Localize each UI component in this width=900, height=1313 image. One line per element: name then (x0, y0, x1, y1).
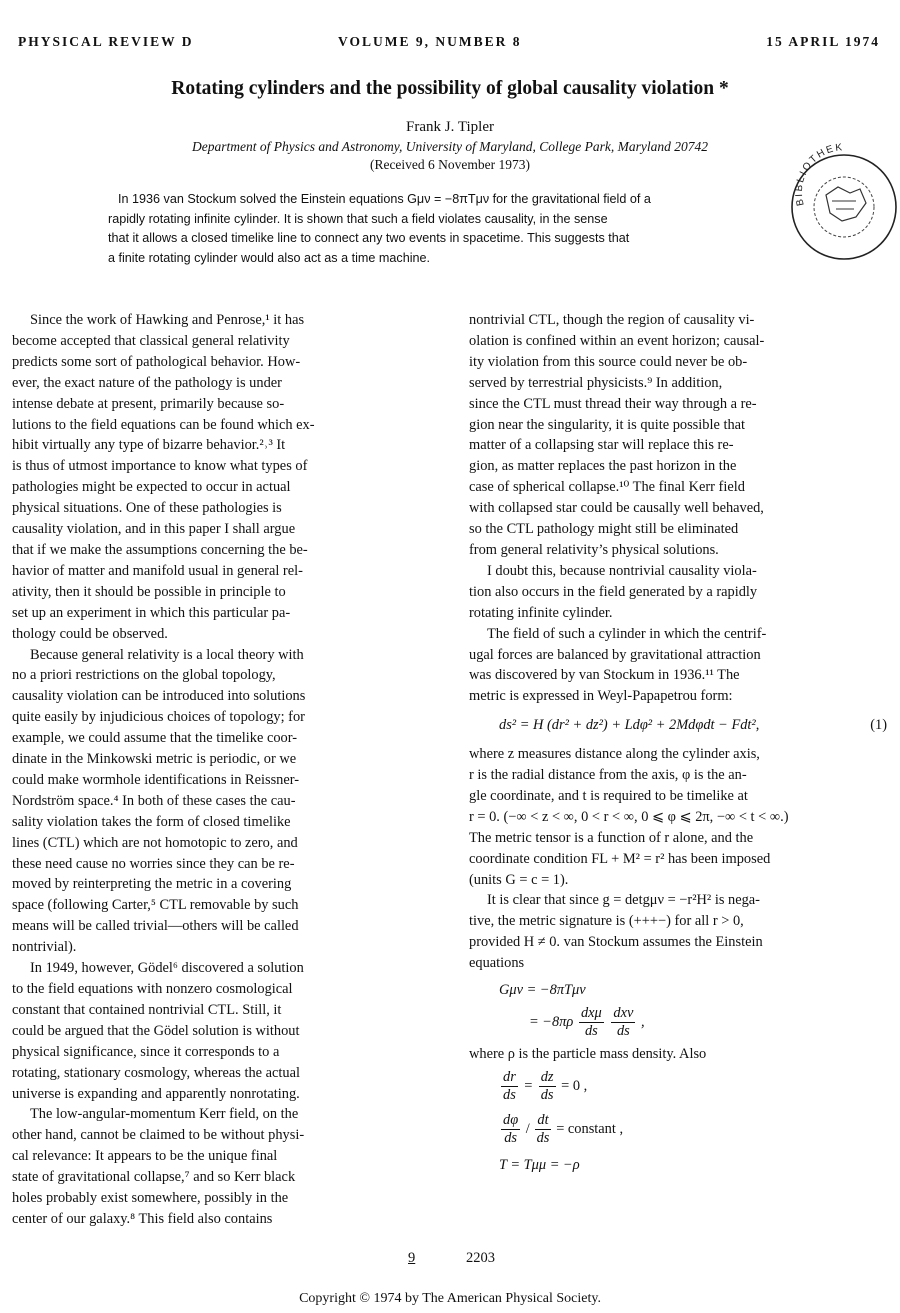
equation-suffix: = constant , (556, 1120, 624, 1137)
abstract-line: a finite rotating cylinder would also act as a time machine. (108, 250, 431, 265)
body-line: state of gravitational collapse,⁷ and so Kerr black (12, 1169, 296, 1186)
body-line: physical situations. One of these pathologies is (12, 500, 282, 517)
copyright-notice: Copyright © 1974 by The American Physical Society. (299, 1291, 601, 1306)
body-line: In 1949, however, Gödel⁶ discovered a solution (30, 960, 304, 977)
body-line: intense debate at present, primarily because so- (12, 395, 285, 412)
body-line: tive, the metric signature is (+++−) for all r > 0, (469, 913, 744, 930)
body-line: from general relativity’s physical solutions. (469, 541, 719, 558)
body-line: olation is confined within an event horizon; causal- (469, 332, 765, 349)
body-line: constant that contained nontrivial CTL. Still, it (12, 1001, 282, 1018)
body-line: space (following Carter,⁵ CTL removable by such (12, 897, 299, 914)
body-line: ity violation from this source could never be ob- (469, 353, 748, 370)
body-line: so the CTL pathology might still be eliminated (469, 521, 739, 538)
body-line: become accepted that classical general relativity (12, 332, 290, 349)
body-line: causality violation can be introduced into solutions (12, 688, 306, 705)
fraction-denominator: ds (540, 1086, 554, 1103)
fraction-dxmu-ds (579, 1005, 604, 1040)
body-line: I doubt this, because nontrivial causality viola- (487, 562, 757, 579)
body-line: nontrivial CTL, though the region of causality vi- (469, 312, 755, 328)
body-line: Nordström space.⁴ In both of these cases the cau- (12, 792, 296, 809)
library-stamp-icon (786, 143, 900, 267)
article-title: Rotating cylinders and the possibility of global causality violation * (171, 78, 729, 99)
running-head (18, 34, 880, 54)
einstein-prefix: = −8πρ (529, 1013, 574, 1030)
abstract-line: In 1936 van Stockum solved the Einstein equations Gμν = −8πTμν for the gravitational field of a (118, 192, 651, 206)
fraction-dz-ds (539, 1069, 556, 1104)
body-line: no a priori restrictions on the global topology, (12, 667, 276, 684)
fraction-numerator: dxμ (580, 1005, 602, 1021)
body-line: cal relevance: It appears to be the unique final (12, 1148, 278, 1165)
body-line: that if we make the assumptions concerning the be- (12, 541, 308, 558)
body-line: is thus of utmost importance to know what types of (12, 458, 308, 475)
fraction-numerator: dxν (613, 1005, 634, 1021)
body-line: thology could be observed. (12, 625, 168, 642)
body-line: ugal forces are balanced by gravitational attraction (469, 646, 761, 663)
body-line: where ρ is the particle mass density. Also (469, 1046, 707, 1062)
fraction-denominator: ds (503, 1086, 516, 1103)
equation-1-body: ds² = H (dr² + dz²) + Ldφ² + 2Mdφdt − Fdt², (499, 717, 760, 734)
body-line: rotating, stationary cosmology, whereas the actual (12, 1064, 300, 1081)
body-line: gion, as matter replaces the past horizon in the (469, 458, 737, 475)
author-name: Frank J. Tipler (406, 119, 494, 135)
body-line: means will be called trivial—others will be called (12, 918, 299, 935)
body-line: r = 0. (−∞ < z < ∞, 0 < r < ∞, 0 ⩽ φ ⩽ 2π, −∞ < t < ∞.) (469, 808, 789, 825)
right-column-middle (469, 744, 889, 974)
body-line: lutions to the field equations can be found which ex- (12, 416, 315, 433)
folio-volume: 9 (408, 1250, 416, 1266)
body-line: provided H ≠ 0. van Stockum assumes the Einstein (469, 934, 763, 951)
folio-page-number: 2203 (466, 1250, 495, 1266)
body-line: case of spherical collapse.¹⁰ The final Kerr field (469, 479, 745, 496)
right-column-top (469, 310, 889, 707)
body-line: set up an experiment in which this particular pa- (12, 604, 291, 621)
body-line: Because general relativity is a local theory with (30, 646, 304, 663)
body-line: other hand, cannot be claimed to be without physi- (12, 1127, 305, 1144)
einstein-equations (469, 980, 889, 1040)
body-line: these need cause no worries since they can be re- (12, 855, 295, 872)
body-line: gle coordinate, and t is required to be timelike at (469, 787, 748, 804)
fraction-denominator: ds (584, 1023, 598, 1039)
einstein-suffix: , (640, 1013, 645, 1030)
stamp-text: BIBLIOTHEK (793, 143, 845, 207)
body-line: ever, the exact nature of the pathology is under (12, 374, 282, 391)
equation-1-number: (1) (870, 717, 887, 734)
body-line: The field of such a cylinder in which the centrif- (487, 625, 767, 642)
abstract-line: rapidly rotating infinite cylinder. It is shown that such a field violates causality, in the sense (108, 211, 608, 226)
author-affiliation: Department of Physics and Astronomy, University of Maryland, College Park, Maryland 20742 (192, 139, 708, 154)
body-line: The metric tensor is a function of r alone, and the (469, 829, 754, 846)
received-date: (Received 6 November 1973) (369, 157, 531, 172)
fraction-numerator: dt (537, 1111, 549, 1128)
body-line: lines (CTL) which are not homotopic to zero, and (12, 834, 298, 851)
body-line: could be argued that the Gödel solution is without (12, 1022, 300, 1039)
fraction-dphi-ds (501, 1112, 520, 1147)
body-line: coordinate condition FL + M² = r² has been imposed (469, 850, 771, 867)
fraction-dt-ds (535, 1112, 550, 1147)
body-line: where z measures distance along the cylinder axis, (469, 746, 760, 763)
body-line: (units G = c = 1). (469, 871, 569, 888)
body-line: rotating infinite cylinder. (469, 604, 613, 621)
body-line: physical significance, since it corresponds to a (12, 1043, 280, 1060)
body-line: sality violation takes the form of closed timelike (12, 813, 291, 830)
fraction-dr-ds (501, 1069, 518, 1104)
body-line: havior of matter and manifold usual in general rel- (12, 562, 303, 579)
body-line: tion also occurs in the field generated by a rapidly (469, 583, 758, 600)
equation-dphi-dt: $\frac{d\varphi}{ds}$ / $\frac{dt}{ds}$ = constant , (503, 1111, 624, 1146)
right-column (469, 310, 889, 1176)
body-line: matter of a collapsing star will replace this re- (469, 437, 734, 454)
fraction-denominator: ds (616, 1023, 630, 1039)
body-line: causality violation, and in this paper I shall argue (12, 521, 296, 538)
equation-suffix: = 0 , (561, 1077, 588, 1094)
body-line: pathologies might be expected to occur in actual (12, 479, 291, 496)
body-line: with collapsed star could be causally well behaved, (469, 500, 764, 517)
svg-text:BIBLIOTHEK (794, 143, 845, 207)
body-line: gion near the singularity, it is quite possible that (469, 416, 746, 433)
condition-equations (469, 1069, 889, 1176)
body-line: predicts some sort of pathological behavior. How- (12, 353, 301, 370)
body-line: could make wormhole identifications in Reissner- (12, 771, 300, 788)
einstein-equation-line-1: Gμν = −8πTμν (499, 982, 586, 999)
body-line: r is the radial distance from the axis, φ is the an- (469, 767, 747, 784)
body-line: ativity, then it should be possible in principle to (12, 583, 286, 600)
body-line: was discovered by van Stockum in 1936.¹¹ The (469, 667, 740, 684)
body-line: metric is expressed in Weyl-Papapetrou form: (469, 688, 733, 705)
body-line: nontrivial). (12, 939, 77, 956)
body-line: dinate in the Minkowski metric is periodic, or we (12, 751, 297, 768)
fraction-numerator: dφ (503, 1111, 519, 1128)
fraction-numerator: dr (503, 1068, 516, 1085)
equation-1 (469, 715, 889, 736)
body-line: quite easily by injudicious choices of topology; for (12, 709, 305, 726)
body-line: hibit virtually any type of bizarre behavior.²˒³ It (12, 437, 286, 454)
body-line: since the CTL must thread their way through a re- (469, 395, 757, 412)
issue-date: 15 APRIL 1974 (766, 34, 880, 49)
fraction-denominator: ds (536, 1129, 550, 1146)
body-line: It is clear that since g = detgμν = −r²H² is nega- (487, 892, 760, 909)
equation-trace: T = Tμμ = −ρ (499, 1156, 580, 1173)
fraction-dxnu-ds (611, 1005, 635, 1040)
body-line: universe is expanding and apparently nonrotating. (12, 1085, 300, 1102)
einstein-equation-line-2 (499, 1005, 889, 1040)
body-line: Since the work of Hawking and Penrose,¹ it has (30, 312, 305, 328)
fraction-denominator: ds (504, 1129, 517, 1146)
body-line: The low-angular-momentum Kerr field, on the (30, 1106, 299, 1123)
body-line: to the field equations with nonzero cosmological (12, 981, 293, 997)
body-line: served by terrestrial physicists.⁹ In addition, (469, 374, 723, 391)
page-folio (0, 1250, 900, 1270)
body-line: example, we could assume that the timelike coor- (12, 730, 298, 747)
body-line: holes probably exist somewhere, possibly in the (12, 1190, 289, 1207)
abstract (108, 190, 808, 268)
body-line: center of our galaxy.⁸ This field also contains (12, 1210, 273, 1227)
left-column (12, 310, 432, 1230)
body-line: moved by reinterpreting the metric in a covering (12, 876, 292, 893)
journal-name: PHYSICAL REVIEW D (18, 34, 194, 49)
equation-dr-dz: $\frac{dr}{ds}$ = $\frac{dz}{ds}$ = 0 , (503, 1068, 588, 1103)
abstract-line: that it allows a closed timelike line to connect any two events in spacetime. This suggests that (108, 231, 630, 245)
fraction-numerator: dz (540, 1068, 554, 1085)
volume-number: VOLUME 9, NUMBER 8 (338, 34, 522, 49)
body-line: equations (469, 955, 525, 972)
